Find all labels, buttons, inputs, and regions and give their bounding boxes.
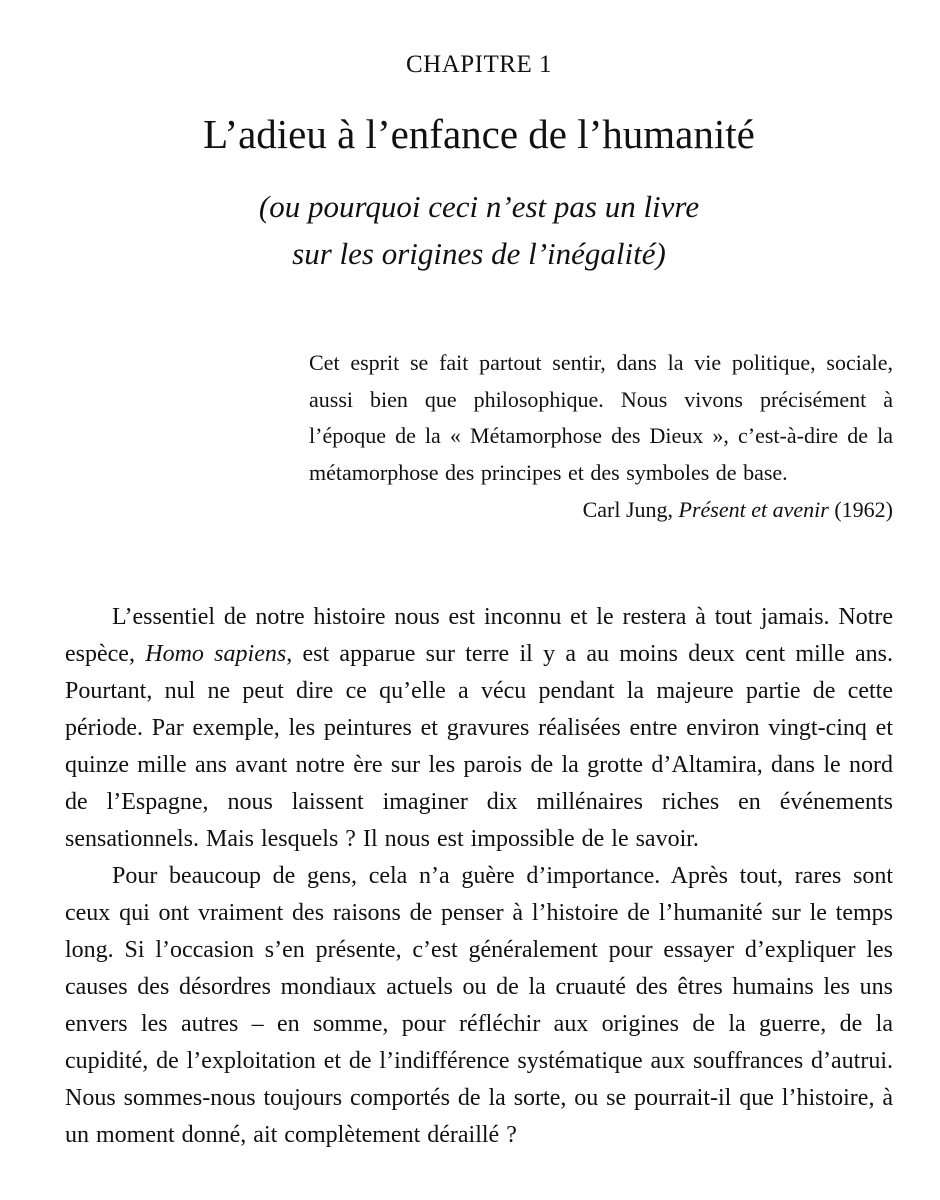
chapter-title: L’adieu à l’enfance de l’humanité: [203, 111, 755, 157]
chapter-subtitle-line1: (ou pourquoi ceci n’est pas un livre: [258, 189, 700, 224]
body-text: [65, 599, 893, 1154]
chapter-subtitle-line2: sur les origines de l’inégalité): [292, 236, 666, 271]
epigraph-attribution: [309, 493, 893, 527]
paragraph-2-text: Pour beaucoup de gens, cela n’a guère d’importance. Après tout, rares sont ceux qui ont vraiment des raisons de penser à l’histoire de l’humanité sur le temps long. Si l’occasion s’en présente, c’est généralement pour essayer d’expliquer les causes des désordres mondiaux actuels ou de la cruauté des êtres humains les uns envers les autres – en somme, pour réfléchir aux origines de la guerre, de la cupidité, de l’exploitation et de l’indifférence systématique aux souffrances d’autrui. Nous sommes-nous toujours comportés de la sorte, ou se pourrait-il que l’histoire, à un moment donné, ait complètement déraillé ?: [65, 863, 893, 1148]
paragraph-1-text: L’essentiel de notre histoire nous est inconnu et le restera à tout jamais. Notre espèce,: [65, 604, 893, 667]
paragraph-1: [65, 599, 893, 858]
epigraph: [309, 345, 893, 527]
epigraph-attribution-work-title: Présent et avenir: [678, 497, 829, 522]
paragraph-1-species-name: Homo sapiens: [145, 641, 287, 667]
chapter-label: CHAPITRE 1: [406, 51, 552, 78]
epigraph-attribution-year: (1962): [828, 497, 893, 522]
epigraph-text: Cet esprit se fait partout sentir, dans la vie politique, sociale, aussi bien que philosophique. Nous vivons précisément à l’époque de la « Métamorphose des Dieux », c’est-à-dire de la métamorphose des principes et des symboles de base.: [309, 350, 893, 485]
paragraph-1-text-continued: , est apparue sur terre il y a au moins deux cent mille ans. Pourtant, nul ne peut dire ce qu’elle a vécu pendant la majeure partie de cette période. Par exemple, les peintures et gravures réalisées entre environ vingt-cinq et quinze mille ans avant notre ère sur les parois de la grotte d’Altamira, dans le nord de l’Espagne, nous laissent imaginer dix millénaires riches en événements sensationnels. Mais lesquels ? Il nous est impossible de le savoir.: [65, 641, 893, 852]
chapter-subtitle: [65, 183, 893, 277]
paragraph-2: [65, 858, 893, 1154]
epigraph-attribution-author: Carl Jung,: [582, 497, 679, 522]
